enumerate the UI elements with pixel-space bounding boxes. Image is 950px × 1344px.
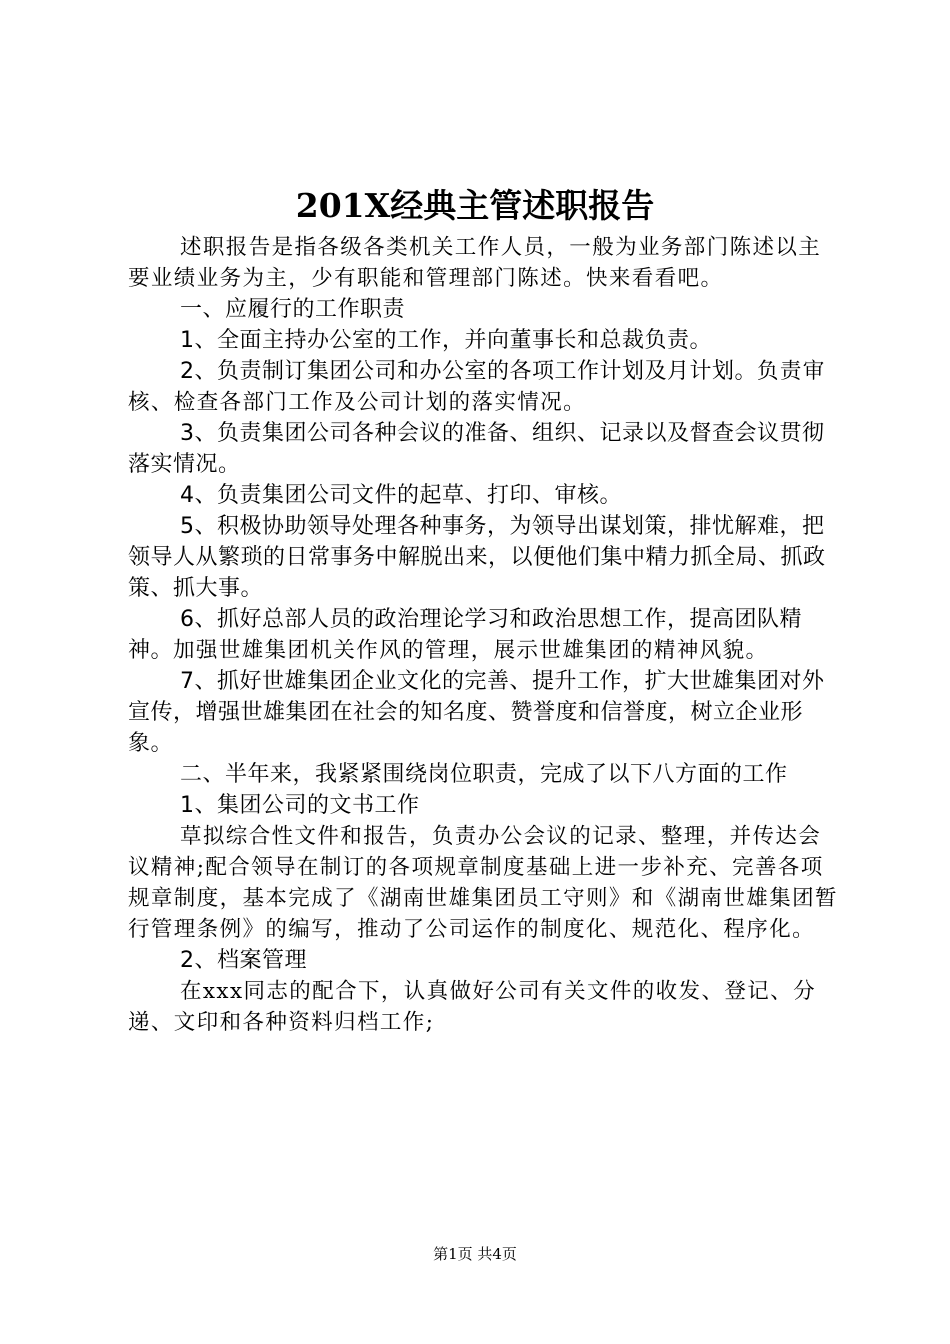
duty-item-6-continuation: 加强世雄集团机关作风的管理，展示世雄集团的精神风貌。 bbox=[173, 638, 769, 663]
duty-item-7: 7、抓好世雄集团企业文化的完善、提升工作，扩大世雄集团对外宣传，增强世雄集团在社会的知名度、赞誉度和信誉度，树立企业形象。 bbox=[128, 669, 825, 756]
document-body bbox=[128, 232, 838, 1038]
work-heading-1: 1、集团公司的文书工作 bbox=[180, 793, 420, 818]
duty-item-4: 4、负责集团公司文件的起草、打印、审核。 bbox=[180, 483, 622, 508]
work-paragraph-2: 在xxx同志的配合下，认真做好公司有关文件的收发、登记、分递、文印和各种资料归档工作; bbox=[128, 979, 816, 1035]
duty-item-3: 3、负责集团公司各种会议的准备、组织、记录以及督查会议贯彻落实情况。 bbox=[128, 421, 825, 477]
duty-item-1: 1、全面主持办公室的工作，并向董事长和总裁负责。 bbox=[180, 328, 712, 353]
duty-item-2 bbox=[128, 356, 838, 418]
section-heading-duties: 一、应履行的工作职责 bbox=[180, 297, 406, 322]
section-heading-work: 二、半年来，我紧紧围绕岗位职责，完成了以下八方面的工作 bbox=[180, 762, 788, 787]
duty-item-2-text: 2、负责制订集团公司和办公室的各项工作计划及月计划。 bbox=[180, 359, 757, 384]
document-title: 201X经典主管述职报告 bbox=[295, 186, 655, 225]
work-paragraph-1: 草拟综合性文件和报告，负责办公会议的记录、整理，并传达会议精神;配合领导在制订的各项规章制度基础上进一步补充、完善各项规章制度，基本完成了《湖南世雄集团员工守则》和《湖南世雄集团暂行管理条例》的编写，推动了公司运作的制度化、规范化、程序化。 bbox=[128, 824, 838, 942]
work-heading-2: 2、档案管理 bbox=[180, 948, 307, 973]
duty-item-6 bbox=[128, 604, 838, 666]
duty-item-5: 5、积极协助领导处理各种事务，为领导出谋划策，排忧解难，把领导人从繁琐的日常事务中解脱出来，以便他们集中精力抓全局、抓政策、抓大事。 bbox=[128, 514, 826, 601]
intro-paragraph: 述职报告是指各级各类机关工作人员，一般为业务部门陈述以主要业绩业务为主，少有职能和管理部门陈述。快来看看吧。 bbox=[128, 235, 822, 291]
page-footer: 第1页 共4页 bbox=[433, 1245, 517, 1263]
duty-item-2-continuation: 负责审核、检查各部门工作及公司计划的落实情况。 bbox=[128, 359, 826, 415]
duty-item-6-text: 6、抓好总部人员的政治理论学习和政治思想工作，提高团队精神。 bbox=[128, 607, 802, 663]
